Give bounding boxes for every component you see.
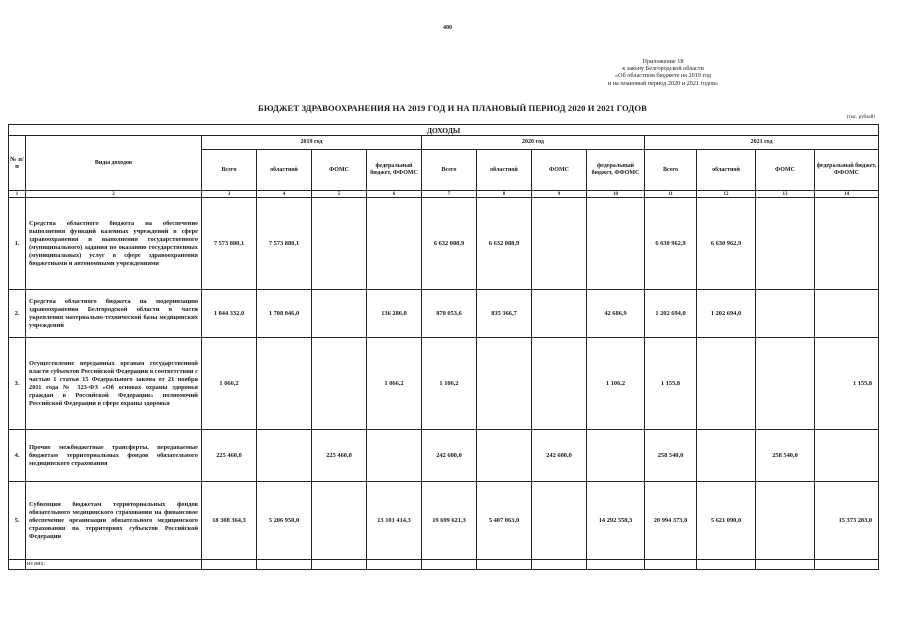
value-cell: 136 286,0: [367, 290, 422, 338]
value-cell: 1 106,2: [587, 338, 645, 430]
value-cell: [815, 560, 879, 570]
subcol-header: ФОМС: [532, 150, 587, 191]
value-cell: [756, 290, 815, 338]
subcol-header: федеральный бюджет, ФФОМС: [587, 150, 645, 191]
table-row: [9, 430, 879, 482]
value-cell: [477, 560, 532, 570]
value-cell: [312, 560, 367, 570]
value-cell: [367, 560, 422, 570]
row-name: Субвенции бюджетам территориальных фондов обязательного медицинского страхования на финансовое обеспечение организации обязательного медицинского страхования на территориях субъектов Российской Федерации: [26, 482, 202, 560]
table-row: [9, 198, 879, 290]
col-header-no: № п/п: [9, 136, 26, 191]
value-cell: [367, 198, 422, 290]
value-cell: [697, 338, 756, 430]
value-cell: [312, 290, 367, 338]
value-cell: 1 844 332,0: [202, 290, 257, 338]
table-row: [9, 560, 879, 570]
value-cell: 1 155,8: [645, 338, 697, 430]
col-number: 1: [9, 191, 26, 198]
value-cell: [257, 338, 312, 430]
value-cell: 1 155,8: [815, 338, 879, 430]
subcol-header: областной: [477, 150, 532, 191]
col-number: 6: [367, 191, 422, 198]
value-cell: [422, 560, 477, 570]
table-row: [9, 338, 879, 430]
value-cell: 242 600,0: [422, 430, 477, 482]
value-cell: [257, 560, 312, 570]
value-cell: [815, 430, 879, 482]
value-cell: [756, 482, 815, 560]
value-cell: [587, 198, 645, 290]
col-number: 4: [257, 191, 312, 198]
document-title: БЮДЖЕТ ЗДРАВООХРАНЕНИЯ НА 2019 ГОД И НА ПЛАНОВЫЙ ПЕРИОД 2020 И 2021 ГОДОВ: [258, 103, 647, 113]
appendix-note: [563, 58, 763, 87]
appendix-line: и на плановый период 2020 и 2021 годов»: [607, 79, 719, 87]
value-cell: 258 540,0: [645, 430, 697, 482]
value-cell: [815, 290, 879, 338]
appendix-line: «Об областном бюджете на 2019 год: [615, 72, 711, 80]
subcol-header: ФОМС: [756, 150, 815, 191]
row-number: [9, 560, 26, 570]
appendix-line: к закону Белгородской области: [622, 65, 704, 73]
col-number: 7: [422, 191, 477, 198]
value-cell: 1 066,2: [367, 338, 422, 430]
value-cell: 5 407 063,0: [477, 482, 532, 560]
value-cell: 6 630 962,9: [697, 198, 756, 290]
value-cell: 835 366,7: [477, 290, 532, 338]
subcol-header: Всего: [645, 150, 697, 191]
value-cell: [312, 338, 367, 430]
value-cell: 225 460,0: [312, 430, 367, 482]
page-number: 400: [443, 25, 452, 31]
value-cell: [532, 482, 587, 560]
value-cell: [477, 338, 532, 430]
col-number-row: [9, 191, 879, 198]
value-cell: 6 630 962,9: [645, 198, 697, 290]
value-cell: 1 106,2: [422, 338, 477, 430]
value-cell: 7 573 880,1: [257, 198, 312, 290]
value-cell: 1 202 694,0: [697, 290, 756, 338]
row-number: 5.: [9, 482, 26, 560]
value-cell: [477, 430, 532, 482]
row-number: 1.: [9, 198, 26, 290]
col-number: 13: [756, 191, 815, 198]
row-name: Средства областного бюджета на обеспечение выполнения функций казенных учреждений в сфере здравоохранения и выполнения государственного (муниципального) задания по оказанию государственных (муниципальных) услуг в сфере здравоохранения бюджетными и автономными учреждениями: [26, 198, 202, 290]
value-cell: 19 699 621,3: [422, 482, 477, 560]
value-cell: 15 373 283,0: [815, 482, 879, 560]
subcol-header: областной: [697, 150, 756, 191]
value-cell: [312, 482, 367, 560]
year-header: 2021 год: [645, 136, 879, 150]
value-cell: [697, 560, 756, 570]
value-cell: 13 101 414,3: [367, 482, 422, 560]
col-header-name: Виды доходов: [26, 136, 202, 191]
value-cell: [756, 560, 815, 570]
value-cell: 1 708 046,0: [257, 290, 312, 338]
row-number: 3.: [9, 338, 26, 430]
col-number: 12: [697, 191, 756, 198]
subcol-header: федеральный бюджет, ФФОМС: [367, 150, 422, 191]
appendix-line: Приложение 18: [642, 58, 684, 65]
value-cell: [532, 338, 587, 430]
value-cell: 7 573 880,1: [202, 198, 257, 290]
table-row: [9, 482, 879, 560]
col-number: 11: [645, 191, 697, 198]
value-cell: [367, 430, 422, 482]
row-name: из них:: [26, 560, 202, 570]
value-cell: 14 292 558,3: [587, 482, 645, 560]
value-cell: [312, 198, 367, 290]
value-cell: 225 460,0: [202, 430, 257, 482]
row-name: Прочие межбюджетные трансферты, передаваемые бюджетам территориальных фондов обязательного медицинского страхования: [26, 430, 202, 482]
table-row: [9, 290, 879, 338]
value-cell: [587, 560, 645, 570]
value-cell: 6 632 088,9: [477, 198, 532, 290]
value-cell: [532, 198, 587, 290]
row-name: Средства областного бюджета на модернизацию здравоохранения Белгородской области в части укрепления материально-технической базы медицинских учреждений: [26, 290, 202, 338]
value-cell: [532, 560, 587, 570]
value-cell: [756, 198, 815, 290]
value-cell: 42 686,9: [587, 290, 645, 338]
col-number: 3: [202, 191, 257, 198]
value-cell: 20 994 373,0: [645, 482, 697, 560]
subcol-header: Всего: [202, 150, 257, 191]
subcol-header: областной: [257, 150, 312, 191]
row-name: Осуществление переданных органам государственной власти субъектов Российской Федерации в соответствии с частью 1 статьи 15 Федерального закона от 21 ноября 2011 года № 323-ФЗ «Об основах охраны здоровья граждан в Российской Федерации» полномочий Российской Федерации в сфере охраны здоровья: [26, 338, 202, 430]
col-number: 9: [532, 191, 587, 198]
value-cell: 5 621 090,0: [697, 482, 756, 560]
row-number: 4.: [9, 430, 26, 482]
budget-table: [8, 124, 879, 570]
value-cell: [756, 338, 815, 430]
value-cell: 18 308 364,3: [202, 482, 257, 560]
row-number: 2.: [9, 290, 26, 338]
col-number: 5: [312, 191, 367, 198]
value-cell: 878 053,6: [422, 290, 477, 338]
value-cell: [815, 198, 879, 290]
value-cell: [587, 430, 645, 482]
value-cell: 6 632 088,9: [422, 198, 477, 290]
value-cell: 5 206 950,0: [257, 482, 312, 560]
value-cell: 258 540,0: [756, 430, 815, 482]
col-number: 8: [477, 191, 532, 198]
value-cell: 1 066,2: [202, 338, 257, 430]
value-cell: [645, 560, 697, 570]
value-cell: [257, 430, 312, 482]
col-number: 2: [26, 191, 202, 198]
value-cell: [202, 560, 257, 570]
value-cell: [532, 290, 587, 338]
section-header: ДОХОДЫ: [9, 125, 879, 136]
unit-label: (тыс. рублей): [846, 115, 875, 120]
value-cell: [697, 430, 756, 482]
year-header: 2019 год: [202, 136, 422, 150]
year-header: 2020 год: [422, 136, 645, 150]
subcol-header: Всего: [422, 150, 477, 191]
col-number: 10: [587, 191, 645, 198]
subcol-header: ФОМС: [312, 150, 367, 191]
subcol-header: федеральный бюджет, ФФОМС: [815, 150, 879, 191]
value-cell: 1 202 694,0: [645, 290, 697, 338]
col-number: 14: [815, 191, 879, 198]
value-cell: 242 600,0: [532, 430, 587, 482]
